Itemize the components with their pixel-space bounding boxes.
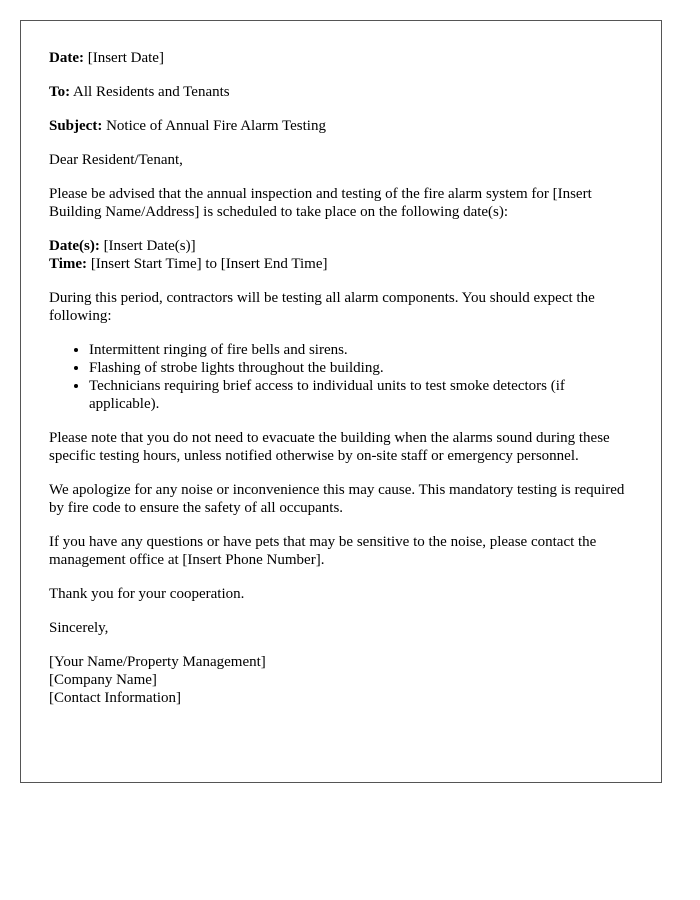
expect-list	[49, 341, 634, 413]
to-value: All Residents and Tenants	[70, 84, 230, 100]
dates-value: [Insert Date(s)]	[99, 238, 196, 254]
signature-block	[49, 653, 634, 707]
intro-paragraph: Please be advised that the annual inspection and testing of the fire alarm system for [Insert Building Name/Address] is scheduled to take place on the following date(s):	[49, 186, 592, 220]
evacuation-note: Please note that you do not need to evacuate the building when the alarms sound during these specific testing hours, unless notified otherwise by on-site staff or emergency personnel.	[49, 430, 610, 464]
subject-line	[49, 117, 634, 135]
to-label: To:	[49, 84, 71, 100]
schedule	[49, 237, 634, 273]
signature-contact: [Contact Information]	[49, 690, 182, 706]
closing: Sincerely,	[49, 620, 109, 636]
subject-label: Subject:	[49, 118, 103, 134]
signature-company: [Company Name]	[49, 672, 157, 688]
apology-paragraph: We apologize for any noise or inconvenience this may cause. This mandatory testing is required by fire code to ensure the safety of all occupants.	[49, 482, 625, 516]
salutation: Dear Resident/Tenant,	[49, 152, 183, 168]
subject-value: Notice of Annual Fire Alarm Testing	[102, 118, 326, 134]
contact-paragraph: If you have any questions or have pets that may be sensitive to the noise, please contact the management office at [Insert Phone Number].	[49, 534, 597, 568]
date-value: [Insert Date]	[83, 50, 164, 66]
date-label: Date:	[49, 50, 84, 66]
time-value: [Insert Start Time] to [Insert End Time]	[87, 256, 328, 272]
time-label: Time:	[49, 256, 88, 272]
dates-label: Date(s):	[49, 238, 100, 254]
list-item: • Flashing of strobe lights throughout the building.	[89, 359, 634, 377]
letter	[20, 20, 662, 783]
signature-name: [Your Name/Property Management]	[49, 654, 266, 670]
list-item: • Intermittent ringing of fire bells and sirens.	[89, 341, 634, 359]
thanks: Thank you for your cooperation.	[49, 586, 245, 602]
expect-intro: During this period, contractors will be testing all alarm components. You should expect the following:	[49, 290, 595, 324]
list-item: • Technicians requiring brief access to individual units to test smoke detectors (if applicable).	[89, 377, 634, 413]
date-line	[49, 49, 634, 67]
to-line	[49, 83, 634, 101]
